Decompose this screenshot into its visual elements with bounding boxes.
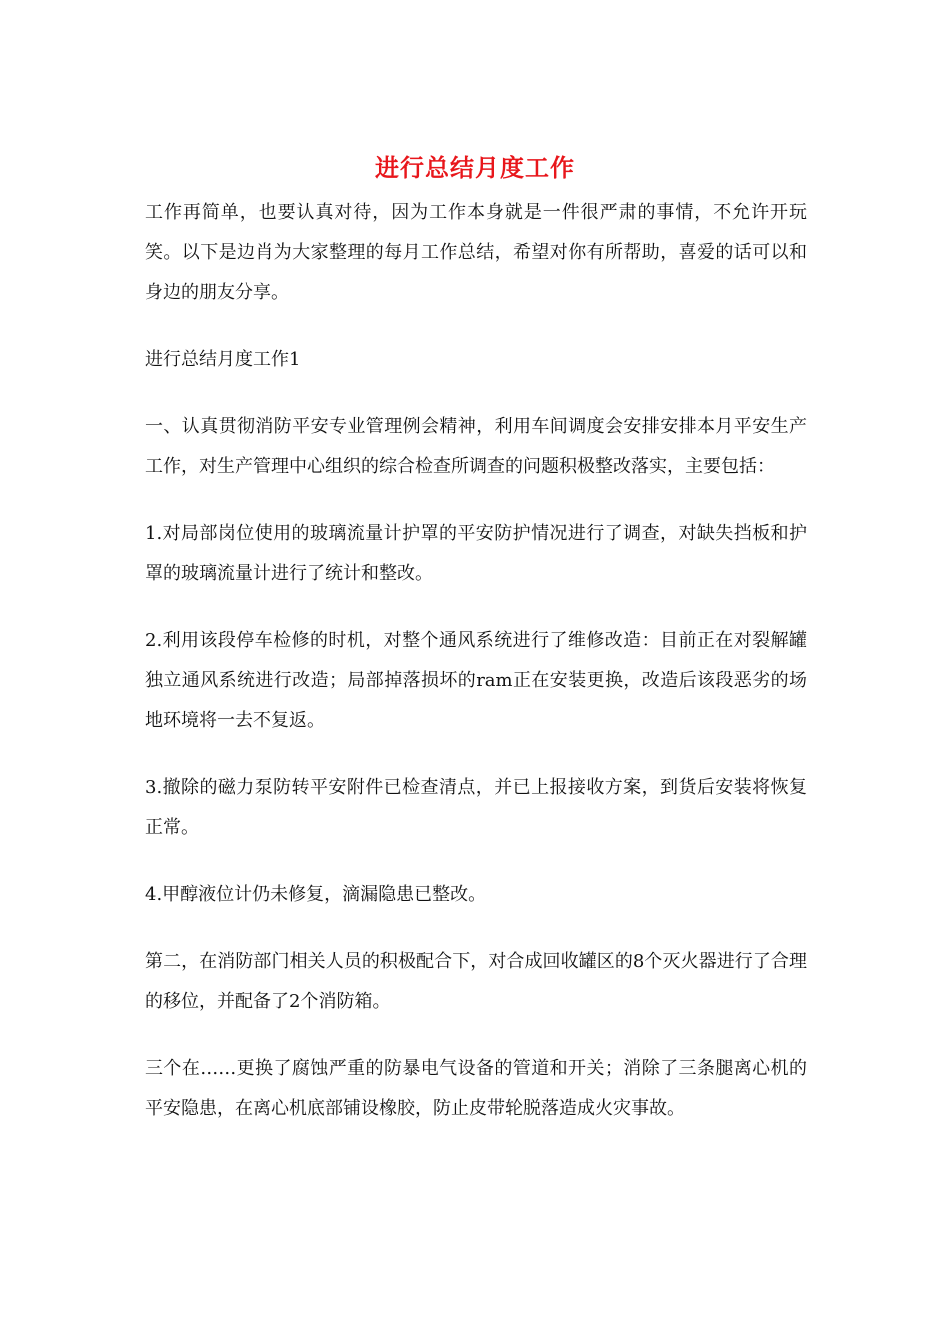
paragraph-second: 第二，在消防部门相关人员的积极配合下，对合成回收罐区的8个灭火器进行了合理的移位，并配备了2个消防箱。 (145, 951, 807, 1012)
paragraph-point-4: 4.甲醇液位计仍未修复，滴漏隐患已整改。 (145, 884, 487, 905)
paragraph-point-1: 1.对局部岗位使用的玻璃流量计护罩的平安防护情况进行了调查，对缺失挡板和护罩的玻璃流量计进行了统计和整改。 (145, 523, 807, 584)
paragraph-point-3: 3.撤除的磁力泵防转平安附件已检查清点，并已上报接收方案，到货后安装将恢复正常。 (145, 777, 807, 838)
document-body (145, 193, 807, 1156)
paragraph-third: 三个在……更换了腐蚀严重的防暴电气设备的管道和开关；消除了三条腿离心机的平安隐患，在离心机底部铺设橡胶，防止皮带轮脱落造成火灾事故。 (145, 1058, 807, 1119)
paragraph-intro: 工作再简单，也要认真对待，因为工作本身就是一件很严肃的事情，不允许开玩笑。以下是边肖为大家整理的每月工作总结，希望对你有所帮助，喜爱的话可以和身边的朋友分享。 (145, 202, 807, 303)
paragraph-item-one: 一、认真贯彻消防平安专业管理例会精神，利用车间调度会安排安排本月平安生产工作，对生产管理中心组织的综合检查所调查的问题积极整改落实，主要包括： (145, 416, 807, 477)
paragraph-point-2: 2.利用该段停车检修的时机，对整个通风系统进行了维修改造：目前正在对裂解罐独立通风系统进行改造；局部掉落损坏的ram正在安装更换，改造后该段恶劣的场地环境将一去不复返。 (145, 630, 807, 731)
section-heading: 进行总结月度工作1 (145, 349, 301, 370)
document-title: 进行总结月度工作 (375, 154, 575, 182)
